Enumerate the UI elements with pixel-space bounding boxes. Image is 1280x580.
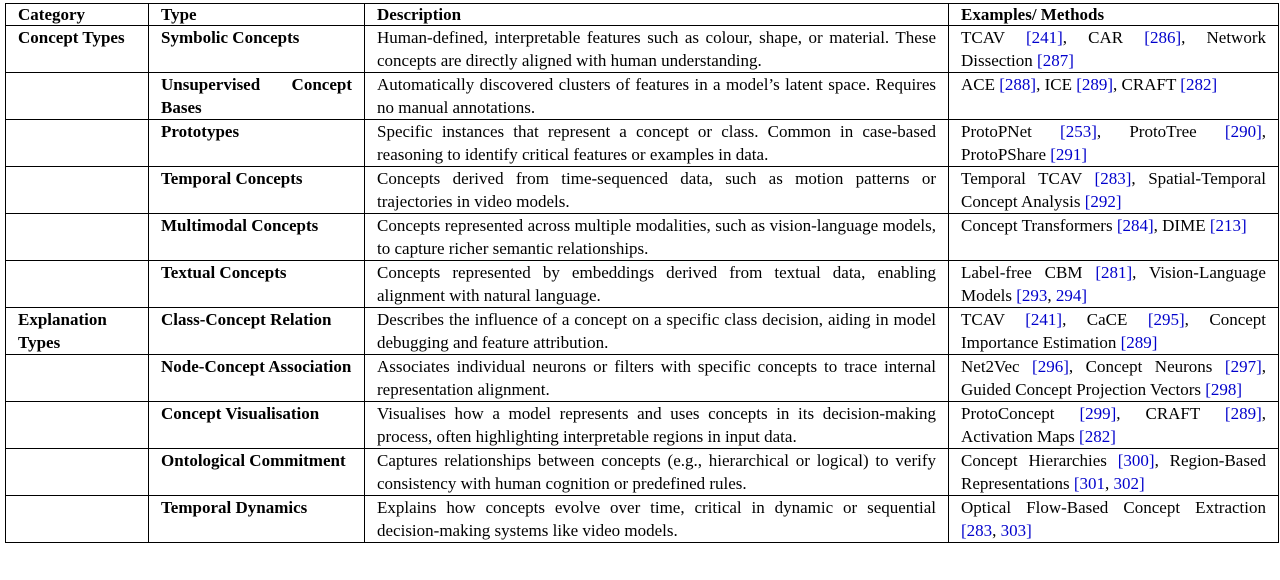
description-cell: Describes the influence of a concept on a specific class decision, aiding in model debugging and feature attribution.: [365, 308, 949, 355]
example-text: , Vision-Language Models: [961, 263, 1266, 305]
citation-link[interactable]: [213]: [1209, 216, 1247, 235]
example-text: TCAV: [961, 28, 1026, 47]
example-text: , Network Dissection: [961, 28, 1266, 70]
example-text: , CAR: [1062, 28, 1145, 47]
table-row: [6, 261, 1279, 308]
example-text: , CRAFT: [1116, 404, 1225, 423]
citation-link[interactable]: [286]: [1144, 28, 1182, 47]
description-cell: Visualises how a model represents and uses concepts in its decision-making process, often highlighting interpretable regions in input data.: [365, 402, 949, 449]
category-cell: [6, 261, 149, 308]
examples-cell: [949, 308, 1279, 355]
category-cell: [6, 355, 149, 402]
example-text: TCAV: [961, 310, 1026, 329]
table-row: [6, 120, 1279, 167]
example-text: ACE: [961, 75, 1000, 94]
citation-link[interactable]: [241]: [1025, 28, 1063, 47]
example-text: , Concept Importance Estimation: [961, 310, 1267, 352]
table-row: [6, 73, 1279, 120]
header-category: Category: [6, 4, 149, 26]
example-text: Net2Vec: [961, 357, 1033, 376]
examples-cell: [949, 120, 1279, 167]
example-text: Optical Flow-Based Concept Extraction: [961, 498, 1266, 517]
description-cell: Captures relationships between concepts (e.g., hierarchical or logical) to verify consistency with human cognition or predefined rules.: [365, 449, 949, 496]
citation-link[interactable]: [241]: [1025, 310, 1063, 329]
concept-taxonomy-table: [5, 3, 1279, 543]
citation-link[interactable]: [293: [1016, 286, 1048, 305]
header-row: [6, 4, 1279, 26]
example-text: , Region-Based Representations: [961, 451, 1266, 493]
header-examples: Examples/ Methods: [949, 4, 1279, 26]
citation-link[interactable]: [282]: [1079, 427, 1116, 446]
type-cell: Class-Concept Relation: [149, 308, 365, 355]
type-cell: Multimodal Concepts: [149, 214, 365, 261]
example-text: ,: [1105, 474, 1114, 493]
citation-link[interactable]: 303]: [1000, 521, 1032, 540]
citation-link[interactable]: [290]: [1224, 122, 1262, 141]
description-cell: Associates individual neurons or filters with specific concepts to trace internal representation alignment.: [365, 355, 949, 402]
citation-link[interactable]: [284]: [1116, 216, 1154, 235]
example-text: , Activation Maps: [961, 404, 1266, 446]
citation-link[interactable]: [289]: [1224, 404, 1262, 423]
example-text: , CRAFT: [1113, 75, 1181, 94]
type-cell: Temporal Concepts: [149, 167, 365, 214]
citation-link[interactable]: [287]: [1037, 51, 1074, 70]
category-cell: [6, 496, 149, 543]
category-cell: [6, 214, 149, 261]
example-text: Temporal TCAV: [961, 169, 1095, 188]
example-text: Label-free CBM: [961, 263, 1096, 282]
example-text: , Guided Concept Projection Vectors: [961, 357, 1266, 399]
category-cell: [6, 73, 149, 120]
type-cell: Concept Visualisation: [149, 402, 365, 449]
description-cell: Concepts derived from time-sequenced data, such as motion patterns or trajectories in video models.: [365, 167, 949, 214]
table-row: [6, 496, 1279, 543]
citation-link[interactable]: [253]: [1060, 122, 1097, 141]
description-cell: Specific instances that represent a concept or class. Common in case-based reasoning to identify critical features or examples in data.: [365, 120, 949, 167]
example-text: ,: [992, 521, 1001, 540]
citation-link[interactable]: [301: [1073, 474, 1106, 493]
type-cell: Textual Concepts: [149, 261, 365, 308]
type-cell: Prototypes: [149, 120, 365, 167]
examples-cell: [949, 167, 1279, 214]
example-text: , ProtoTree: [1096, 122, 1225, 141]
citation-link[interactable]: [282]: [1180, 75, 1218, 94]
citation-link[interactable]: [281]: [1095, 263, 1133, 282]
description-cell: Automatically discovered clusters of features in a model’s latent space. Requires no manual annotations.: [365, 73, 949, 120]
citation-link[interactable]: 302]: [1113, 474, 1145, 493]
example-text: , ICE: [1036, 75, 1077, 94]
citation-link[interactable]: [295]: [1147, 310, 1185, 329]
citation-link[interactable]: [292]: [1084, 192, 1122, 211]
example-text: , ProtoPShare: [961, 122, 1266, 164]
table-row: [6, 214, 1279, 261]
table-row: [6, 308, 1279, 355]
table-row: [6, 402, 1279, 449]
examples-cell: [949, 73, 1279, 120]
examples-cell: [949, 496, 1279, 543]
table-row: [6, 449, 1279, 496]
citation-link[interactable]: [283: [961, 521, 993, 540]
description-cell: Concepts represented by embeddings derived from textual data, enabling alignment with natural language.: [365, 261, 949, 308]
citation-link[interactable]: [297]: [1224, 357, 1262, 376]
example-text: Concept Transformers: [961, 216, 1117, 235]
example-text: Concept Hierarchies: [961, 451, 1118, 470]
example-text: , Spatial-Temporal Concept Analysis: [961, 169, 1266, 211]
type-cell: Unsupervised Concept Bases: [149, 73, 365, 120]
citation-link[interactable]: [299]: [1079, 404, 1117, 423]
example-text: , Concept Neurons: [1068, 357, 1225, 376]
examples-cell: [949, 26, 1279, 73]
description-cell: Explains how concepts evolve over time, critical in dynamic or sequential decision-making systems like video models.: [365, 496, 949, 543]
citation-link[interactable]: [289]: [1076, 75, 1114, 94]
citation-link[interactable]: [291]: [1050, 145, 1088, 164]
examples-cell: [949, 402, 1279, 449]
citation-link[interactable]: [296]: [1032, 357, 1069, 376]
citation-link[interactable]: [298]: [1205, 380, 1243, 399]
table-body: [6, 26, 1279, 543]
citation-link[interactable]: [300]: [1117, 451, 1155, 470]
citation-link[interactable]: [289]: [1120, 333, 1158, 352]
examples-cell: [949, 214, 1279, 261]
example-text: , CaCE: [1062, 310, 1148, 329]
citation-link[interactable]: [283]: [1094, 169, 1132, 188]
type-cell: Temporal Dynamics: [149, 496, 365, 543]
examples-cell: [949, 449, 1279, 496]
table-row: [6, 167, 1279, 214]
citation-link[interactable]: [288]: [999, 75, 1037, 94]
table-row: [6, 26, 1279, 73]
category-cell: [6, 402, 149, 449]
examples-cell: [949, 355, 1279, 402]
category-cell: [6, 449, 149, 496]
example-text: ,: [1047, 286, 1056, 305]
example-text: ProtoConcept: [961, 404, 1080, 423]
table-row: [6, 355, 1279, 402]
type-cell: Ontological Commitment: [149, 449, 365, 496]
header-type: Type: [149, 4, 365, 26]
description-cell: Concepts represented across multiple modalities, such as vision-language models, to capture richer semantic relationships.: [365, 214, 949, 261]
category-cell: Concept Types: [6, 26, 149, 73]
example-text: , DIME: [1153, 216, 1210, 235]
category-cell: [6, 167, 149, 214]
description-cell: Human-defined, interpretable features such as colour, shape, or material. These concepts are directly aligned with human understanding.: [365, 26, 949, 73]
citation-link[interactable]: 294]: [1055, 286, 1088, 305]
header-description: Description: [365, 4, 949, 26]
example-text: ProtoPNet: [961, 122, 1061, 141]
examples-cell: [949, 261, 1279, 308]
type-cell: Node-Concept Association: [149, 355, 365, 402]
category-cell: Explanation Types: [6, 308, 149, 355]
type-cell: Symbolic Concepts: [149, 26, 365, 73]
category-cell: [6, 120, 149, 167]
